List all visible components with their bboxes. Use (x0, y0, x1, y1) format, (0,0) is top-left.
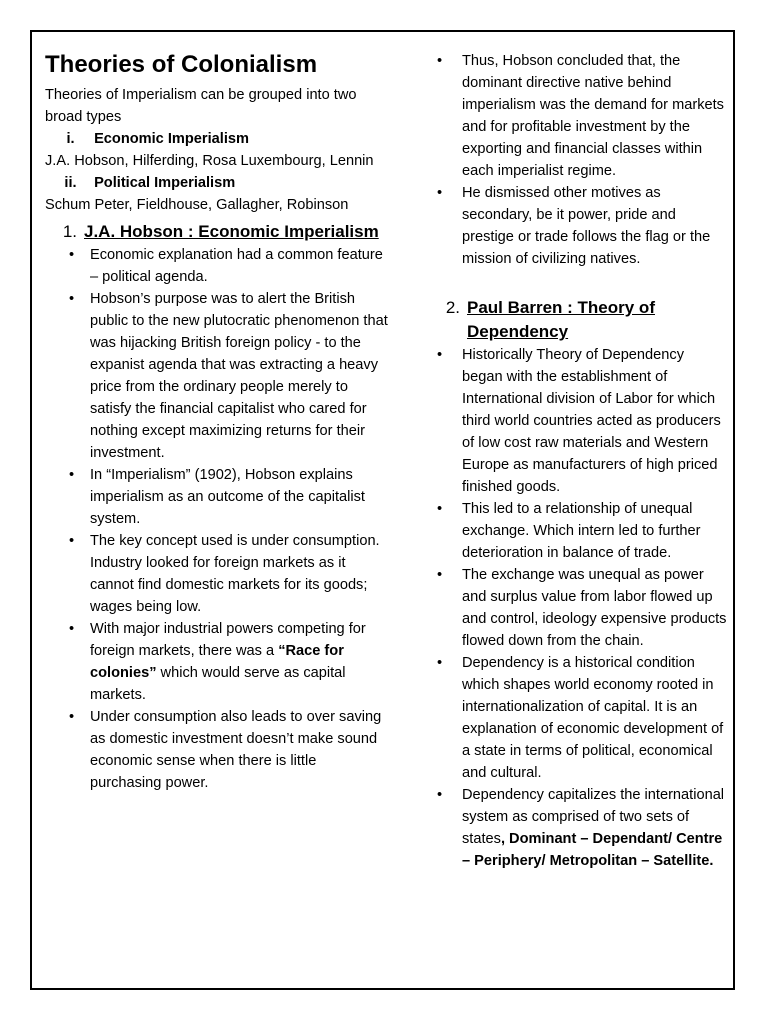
type-heading-economic (45, 128, 390, 150)
hobson-conclusion-bullets (428, 50, 728, 270)
bullet-item: • In “Imperialism” (1902), Hobson explains imperialism as an outcome of the capitalist system. (45, 464, 390, 530)
bullet-item: • Dependency is a historical condition which shapes world economy rooted in internationalization of capital. It is an explanation of economic development of a state in terms of political, economical and cultural. (428, 652, 728, 784)
type-label: Economic Imperialism (94, 131, 249, 147)
bullet-item: • Economic explanation had a common feature – political agenda. (45, 244, 390, 288)
bullet-text: Dependency capitalizes the international system as comprised of two sets of states (462, 787, 725, 847)
bullet-item (428, 784, 728, 872)
section-number: 1. (62, 222, 77, 241)
bold-phrase: , Dominant – Dependant/ Centre – Periphery/ Metropolitan – Satellite. (462, 831, 723, 869)
type-label: Political Imperialism (94, 175, 236, 191)
document-frame (30, 30, 735, 990)
bullet-text: With major industrial powers competing for foreign markets, there was a (90, 621, 366, 659)
section-number: 2. (445, 298, 460, 317)
left-column (45, 32, 390, 794)
type-people-economic: J.A. Hobson, Hilferding, Rosa Luxembourg, Lennin (45, 153, 374, 169)
bullet-text: which would serve as capital markets. (90, 665, 346, 703)
bullet-item: • The key concept used is under consumption. Industry looked for foreign markets as it cannot find domestic markets for its goods; wages being low. (45, 530, 390, 618)
bullet-item (45, 618, 390, 706)
section-2-heading (428, 296, 728, 344)
right-column (428, 32, 728, 872)
section-2-bullets (428, 344, 728, 872)
bullet-item: • Under consumption also leads to over saving as domestic investment doesn’t make sound economic sense when there is little purchasing power. (45, 706, 390, 794)
type-heading-political (45, 172, 390, 194)
type-number: ii. (64, 175, 77, 191)
bullet-item: • Thus, Hobson concluded that, the dominant directive native behind imperialism was the demand for markets and for profitable investment by the exporting and financial classes within each imperialist regime. (428, 50, 728, 182)
bullet-item: • He dismissed other motives as secondary, be it power, pride and prestige or trade follows the flag or the mission of civilizing natives. (428, 182, 728, 270)
section-title: J.A. Hobson : Economic Imperialism (84, 222, 379, 241)
section-1-bullets (45, 244, 390, 794)
type-number: i. (66, 131, 75, 147)
page-title: Theories of Colonialism (45, 51, 318, 78)
bold-phrase: “Race for colonies” (90, 643, 344, 681)
type-list (45, 128, 390, 216)
intro-text: Theories of Imperialism can be grouped into two broad types (45, 87, 357, 125)
bullet-item: • The exchange was unequal as power and surplus value from labor flowed up and control, ideology expensive products flowed down from the chain. (428, 564, 728, 652)
bullet-item: • This led to a relationship of unequal exchange. Which intern led to further deterioration in balance of trade. (428, 498, 728, 564)
section-1-heading (45, 220, 390, 244)
bullet-item: • Historically Theory of Dependency began with the establishment of International division of Labor for which third world countries acted as producers of low cost raw materials and Western Europe as manufacturers of high priced finished goods. (428, 344, 728, 498)
bullet-item: • Hobson’s purpose was to alert the British public to the new plutocratic phenomenon that was hijacking British foreign policy - to the expanist agenda that was extracting a heavy price from the ordinary people merely to satisfy the financial capitalist who cared for nothing except maximizing returns for their investment. (45, 288, 390, 464)
type-people-political: Schum Peter, Fieldhouse, Gallagher, Robinson (45, 197, 349, 213)
section-title: Paul Barren : Theory of Dependency (467, 298, 655, 341)
